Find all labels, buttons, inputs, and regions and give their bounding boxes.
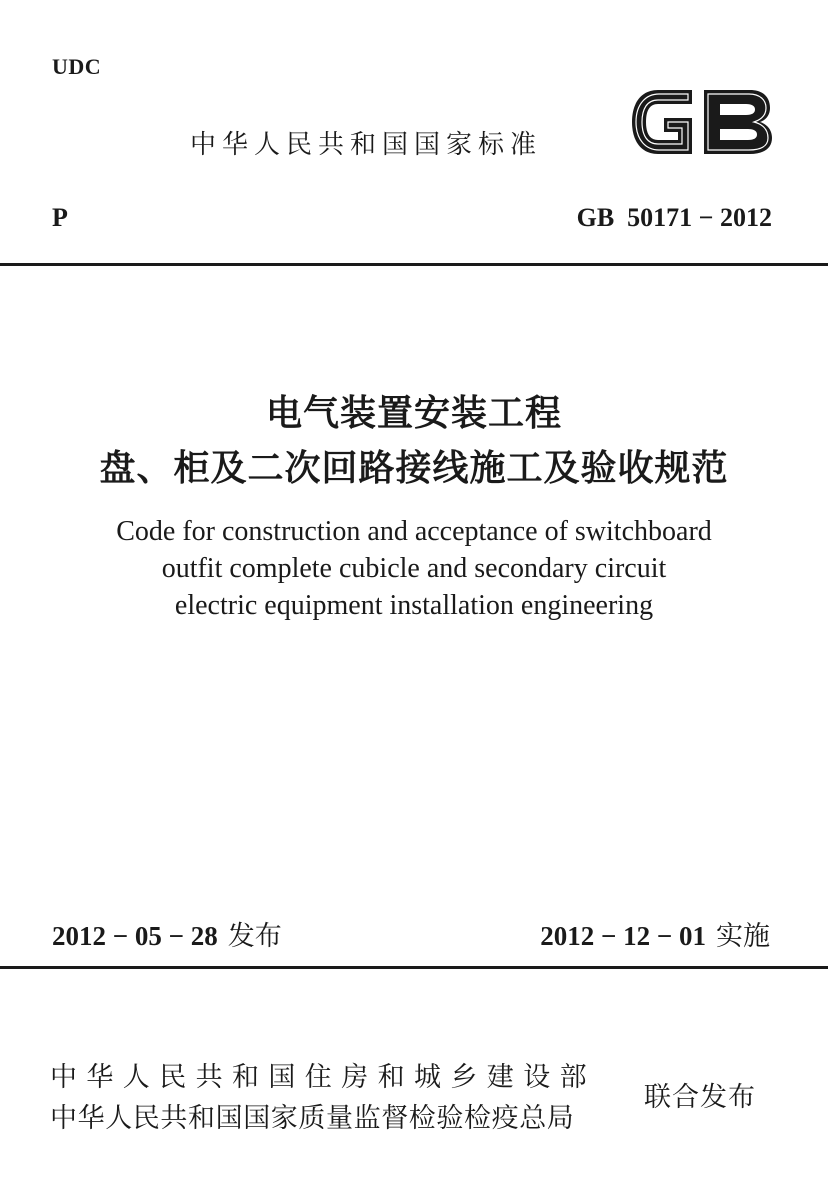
title-cn-line1: 电气装置安装工程 <box>265 392 562 434</box>
standard-number: GB 50171 − 2012 <box>576 203 772 232</box>
title-cn-line2: 盘、柜及二次回路接线施工及验收规范 <box>99 447 729 489</box>
joint-issue-label: 联合发布 <box>644 1082 756 1113</box>
udc-label: UDC <box>52 54 102 79</box>
standard-type-heading: 中华人民共和国国家标准 <box>190 130 543 160</box>
top-divider <box>0 263 828 266</box>
implementation-date-value: 2012 − 12 − 01 <box>540 921 706 951</box>
implementation-label: 实施 <box>716 921 770 952</box>
bottom-divider <box>0 966 828 969</box>
gb-logo <box>628 84 774 160</box>
issue-date-value: 2012 − 05 − 28 <box>52 921 218 951</box>
issuer-ministry-housing: 中华人民共和国住房和城乡建设部 <box>50 1062 596 1093</box>
title-en-line2: outfit complete cubicle and secondary circuit <box>161 553 667 584</box>
implementation-date <box>540 914 770 953</box>
title-en-line1: Code for construction and acceptance of switchboard <box>116 516 712 547</box>
issue-date <box>52 914 282 953</box>
title-en-line3: electric equipment installation engineering <box>174 590 654 621</box>
issuer-quality-inspection: 中华人民共和国国家质量监督检验检疫总局 <box>50 1103 575 1134</box>
classification-code: P <box>52 203 68 232</box>
issue-label: 发布 <box>227 921 282 952</box>
